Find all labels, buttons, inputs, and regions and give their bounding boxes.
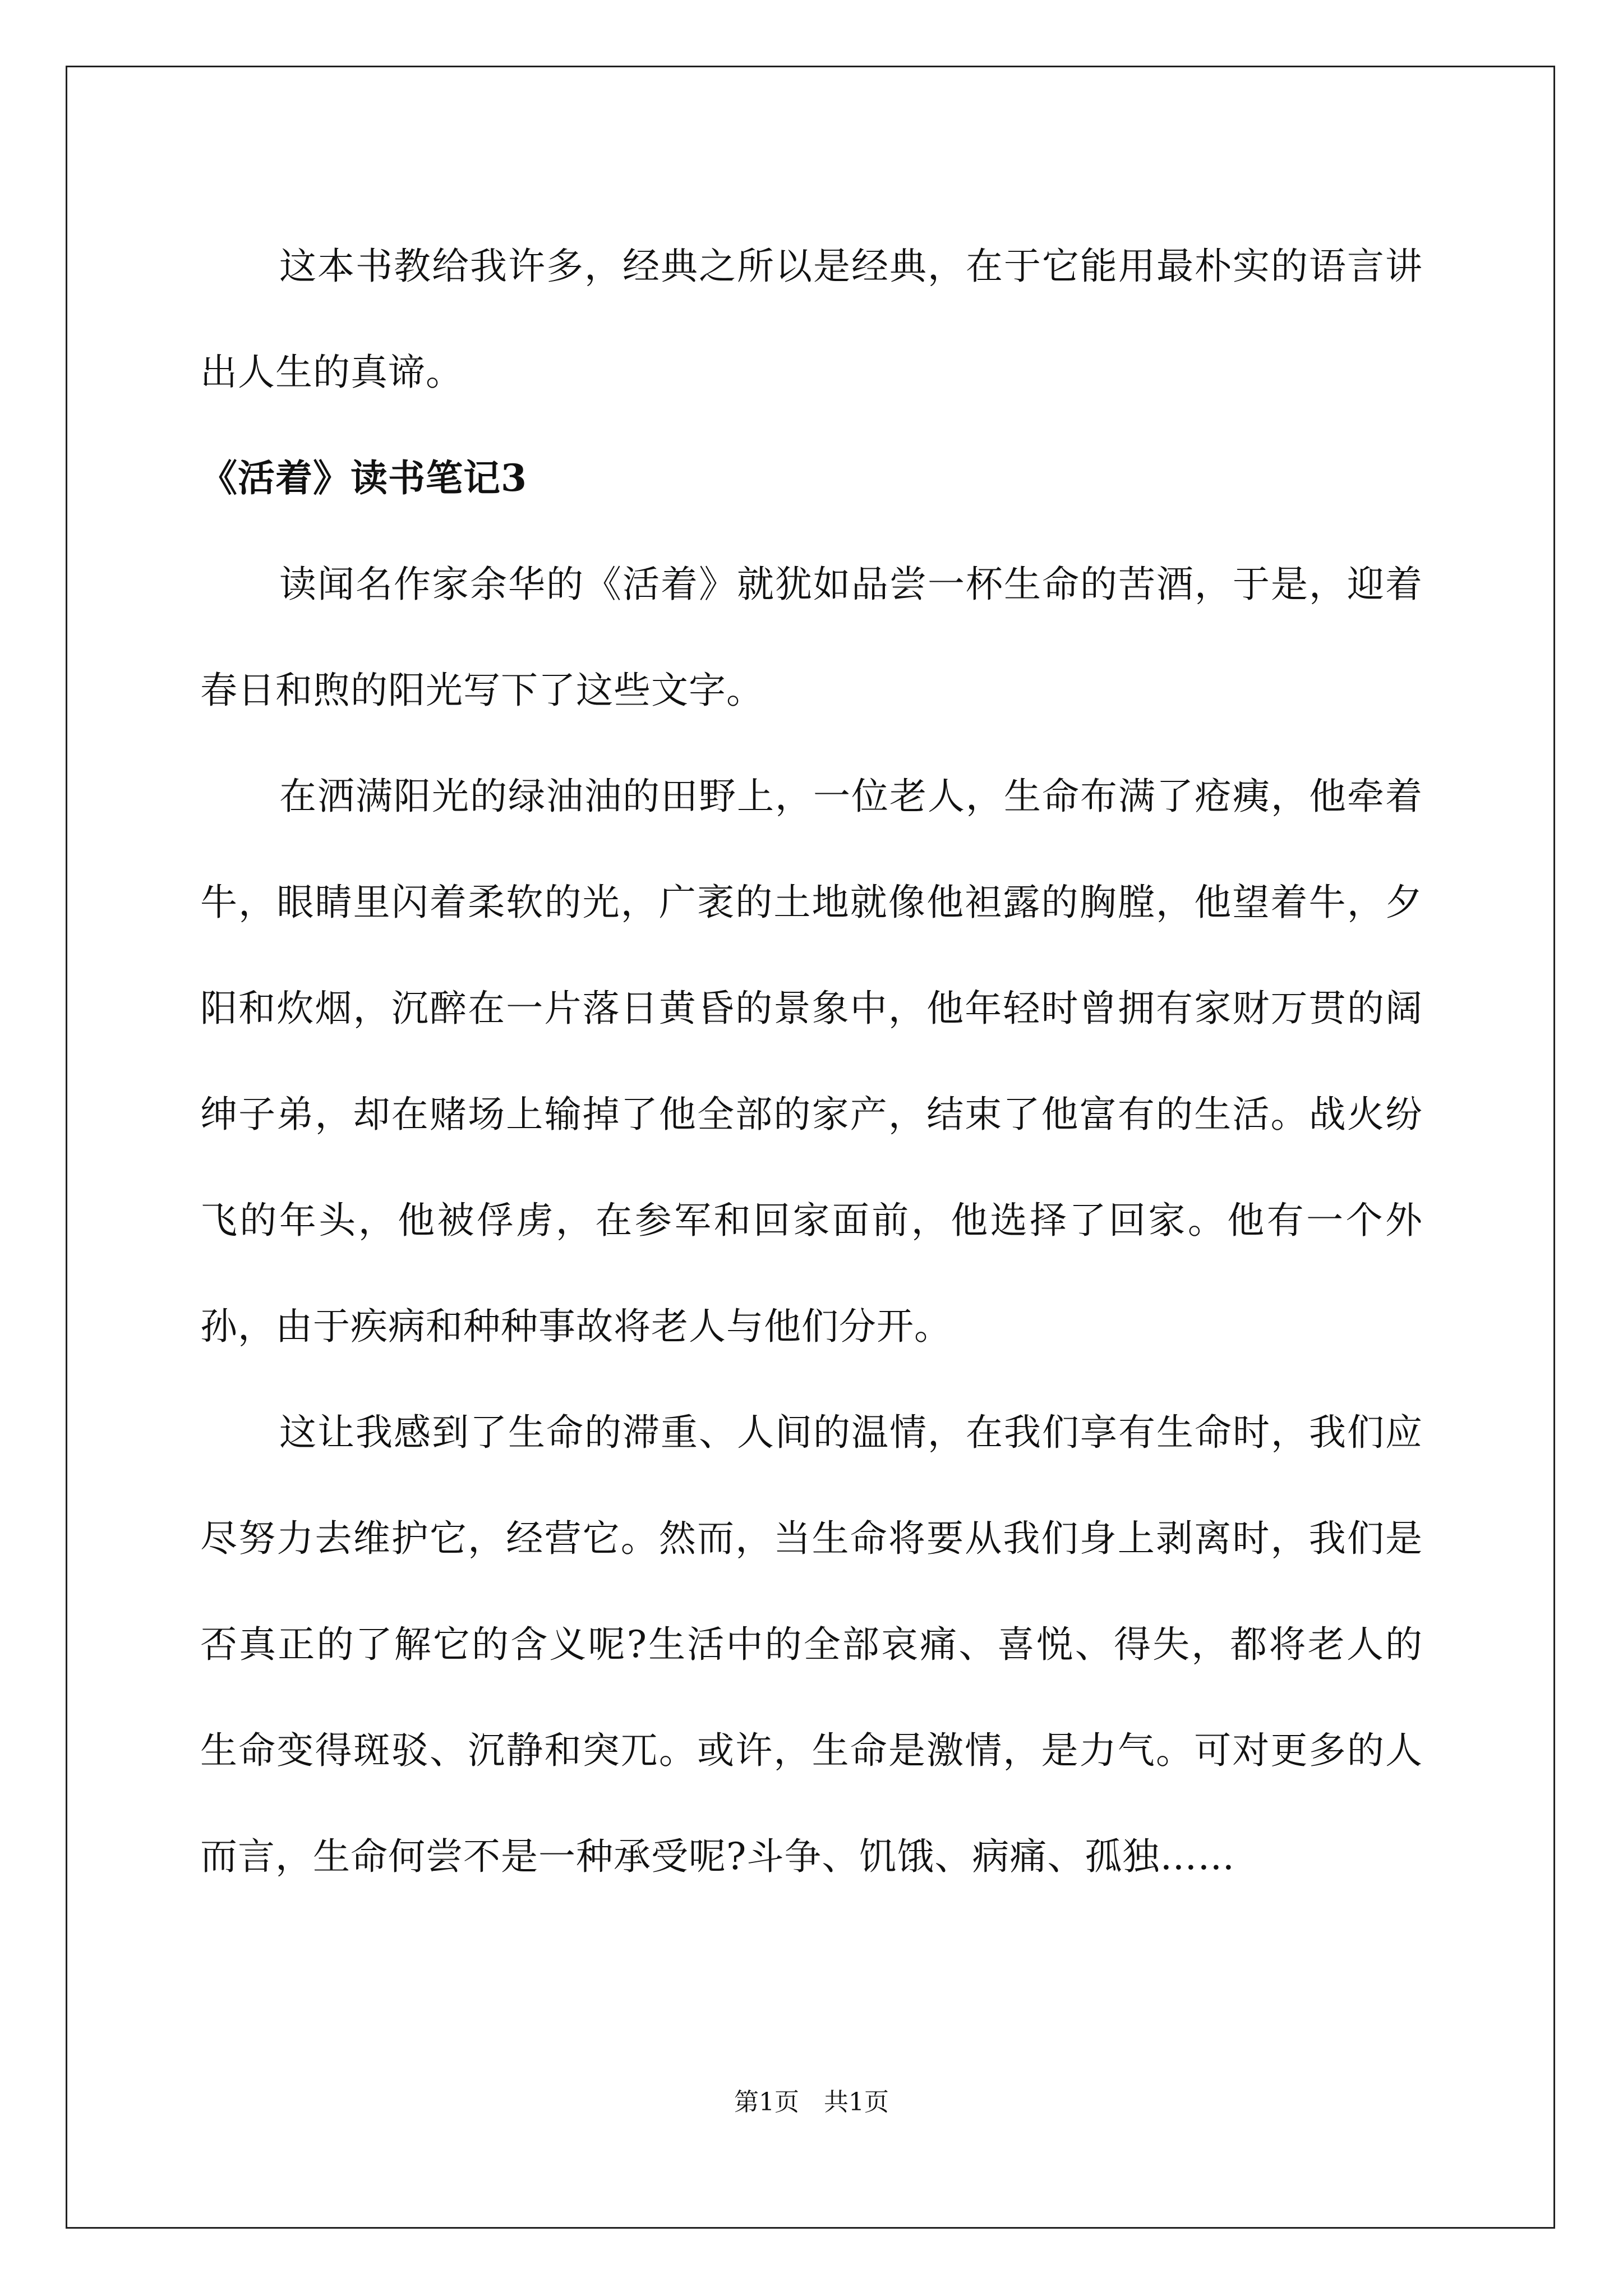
paragraph-story: 在洒满阳光的绿油油的田野上，一位老人，生命布满了疮痍，他牵着牛，眼睛里闪着柔软的光，广袤的土地就像他袒露的胸膛，他望着牛，夕阳和炊烟，沉醉在一片落日黄昏的景象中，他年轻时曾拥有家财万贯的阔绅子弟，却在赌场上输掉了他全部的家产，结束了他富有的生活。战火纷飞的年头，他被俘虏，在参军和回家面前，他选择了回家。他有一个外孙，由于疾病和种种事故将老人与他们分开。 — [200, 775, 1423, 1348]
section-heading: 《活着》读书笔记3 — [200, 456, 527, 500]
paragraph-continuation: 这本书教给我许多，经典之所以是经典，在于它能用最朴实的语言讲出人生的真谛。 — [200, 245, 1423, 394]
paragraph-intro: 读闻名作家余华的《活着》就犹如品尝一杯生命的苦酒，于是，迎着春日和煦的阳光写下了这些文字。 — [200, 563, 1423, 712]
paragraph-reflection: 这让我感到了生命的滞重、人间的温情，在我们享有生命时，我们应尽努力去维护它，经营它。然而，当生命将要从我们身上剥离时，我们是否真正的了解它的含义呢?生活中的全部哀痛、喜悦、得失，都将老人的生命变得斑驳、沉静和突兀。或许，生命是激情，是力气。可对更多的人而言，生命何尝不是一种承受呢?斗争、饥饿、病痛、孤独…… — [200, 1411, 1423, 1878]
document-body — [200, 213, 1423, 1910]
page-number-footer: 第1页 共1页 — [734, 2088, 889, 2116]
